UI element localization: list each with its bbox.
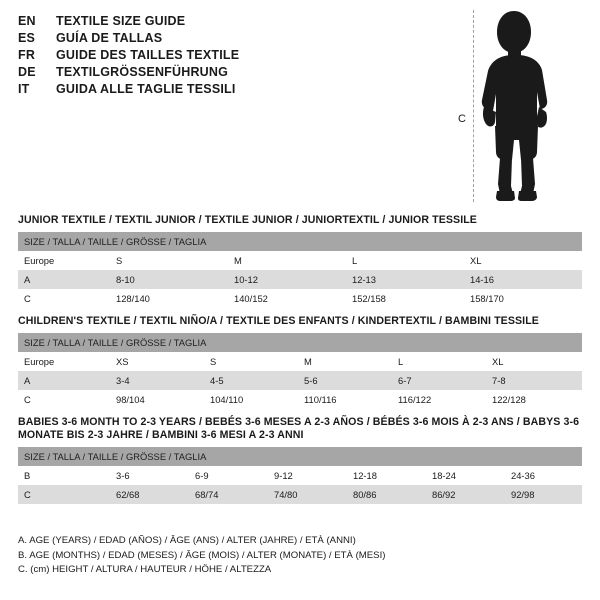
child-silhouette-icon (480, 8, 590, 203)
language-title: GUIDE DES TAILLES TEXTILE (56, 48, 240, 62)
language-row (18, 48, 438, 62)
language-code: DE (18, 65, 36, 79)
children-size-table (18, 333, 582, 409)
language-row (18, 14, 438, 28)
height-dashed-line (473, 10, 474, 202)
cell: 86/92 (426, 485, 505, 504)
cell: L (346, 251, 464, 270)
table-row (18, 251, 582, 270)
table-header-label: SIZE / TALLA / TAILLE / GRÖSSE / TAGLIA (18, 333, 582, 352)
cell: 7-8 (486, 371, 582, 390)
table-row (18, 371, 582, 390)
cell: 24-36 (505, 466, 582, 485)
row-label: C (18, 289, 110, 308)
cell: 68/74 (189, 485, 268, 504)
cell: 14-16 (464, 270, 582, 289)
row-label: Europe (18, 352, 110, 371)
table-row (18, 485, 582, 504)
cell: L (392, 352, 486, 371)
table-header-label: SIZE / TALLA / TAILLE / GRÖSSE / TAGLIA (18, 232, 582, 251)
table-header-row (18, 232, 582, 251)
cell: 122/128 (486, 390, 582, 409)
cell: S (110, 251, 228, 270)
cell: 3-6 (110, 466, 189, 485)
row-label: C (18, 390, 110, 409)
table-header-row (18, 447, 582, 466)
language-row (18, 82, 438, 96)
row-label: A (18, 270, 110, 289)
language-title: GUIDA ALLE TAGLIE TESSILI (56, 82, 236, 96)
cell: XS (110, 352, 204, 371)
cell: 6-7 (392, 371, 486, 390)
cell: 8-10 (110, 270, 228, 289)
cell: 128/140 (110, 289, 228, 308)
section-junior (18, 214, 582, 308)
language-code: EN (18, 14, 36, 28)
language-code: FR (18, 48, 36, 62)
legend-line-b: B. AGE (MONTHS) / EDAD (MESES) / ÂGE (MOIS) / ALTER (MONATE) / ETÀ (MESI) (18, 549, 386, 561)
cell: 10-12 (228, 270, 346, 289)
cell: 74/80 (268, 485, 347, 504)
cell: 92/98 (505, 485, 582, 504)
cell: 140/152 (228, 289, 346, 308)
table-header-label: SIZE / TALLA / TAILLE / GRÖSSE / TAGLIA (18, 447, 582, 466)
table-row (18, 270, 582, 289)
language-code: IT (18, 82, 30, 96)
table-row (18, 352, 582, 371)
babies-size-table (18, 447, 582, 504)
language-code: ES (18, 31, 36, 45)
cell: M (298, 352, 392, 371)
cell: XL (486, 352, 582, 371)
cell: 3-4 (110, 371, 204, 390)
table-row (18, 390, 582, 409)
section-title: BABIES 3-6 MONTH TO 2-3 YEARS / BEBÉS 3-6 MESES A 2-3 AÑOS / BÉBÉS 3-6 MOIS À 2-3 ANS / BABYS 3-6 MONATE BIS 2-3 JAHRE / BAMBINI 3-6 MESI A 2-3 ANNI (18, 416, 580, 441)
language-row (18, 31, 438, 45)
cell: 12-13 (346, 270, 464, 289)
language-title: TEXTILGRÖSSENFÜHRUNG (56, 65, 229, 79)
language-title: GUÍA DE TALLAS (56, 31, 163, 45)
cell: 5-6 (298, 371, 392, 390)
row-label: C (18, 485, 110, 504)
legend-line-a: A. AGE (YEARS) / EDAD (AÑOS) / ÂGE (ANS) / ALTER (JAHRE) / ETÀ (ANNI) (18, 535, 356, 546)
table-row (18, 466, 582, 485)
language-row (18, 65, 438, 79)
cell: XL (464, 251, 582, 270)
section-children (18, 315, 582, 409)
table-header-row (18, 333, 582, 352)
cell: 152/158 (346, 289, 464, 308)
cell: M (228, 251, 346, 270)
legend-block (18, 534, 582, 578)
cell: 80/86 (347, 485, 426, 504)
cell: 18-24 (426, 466, 505, 485)
cell: 6-9 (189, 466, 268, 485)
section-title: JUNIOR TEXTILE / TEXTIL JUNIOR / TEXTILE JUNIOR / JUNIORTEXTIL / JUNIOR TESSILE (18, 214, 477, 226)
table-row (18, 289, 582, 308)
cell: 98/104 (110, 390, 204, 409)
language-title-block (18, 14, 438, 99)
cell: 4-5 (204, 371, 298, 390)
row-label: A (18, 371, 110, 390)
cell: S (204, 352, 298, 371)
cell: 110/116 (298, 390, 392, 409)
section-babies (18, 416, 582, 504)
figure-measure-label: C (458, 113, 466, 125)
row-label: Europe (18, 251, 110, 270)
legend-line-c: C. (cm) HEIGHT / ALTURA / HAUTEUR / HÖHE / ALTEZZA (18, 564, 272, 575)
cell: 9-12 (268, 466, 347, 485)
cell: 12-18 (347, 466, 426, 485)
cell: 116/122 (392, 390, 486, 409)
measurement-figure (440, 8, 590, 203)
language-title: TEXTILE SIZE GUIDE (56, 14, 186, 28)
junior-size-table (18, 232, 582, 308)
cell: 158/170 (464, 289, 582, 308)
cell: 62/68 (110, 485, 189, 504)
cell: 104/110 (204, 390, 298, 409)
section-title: CHILDREN'S TEXTILE / TEXTIL NIÑO/A / TEXTILE DES ENFANTS / KINDERTEXTIL / BAMBINI TESSILE (18, 315, 539, 327)
row-label: B (18, 466, 110, 485)
